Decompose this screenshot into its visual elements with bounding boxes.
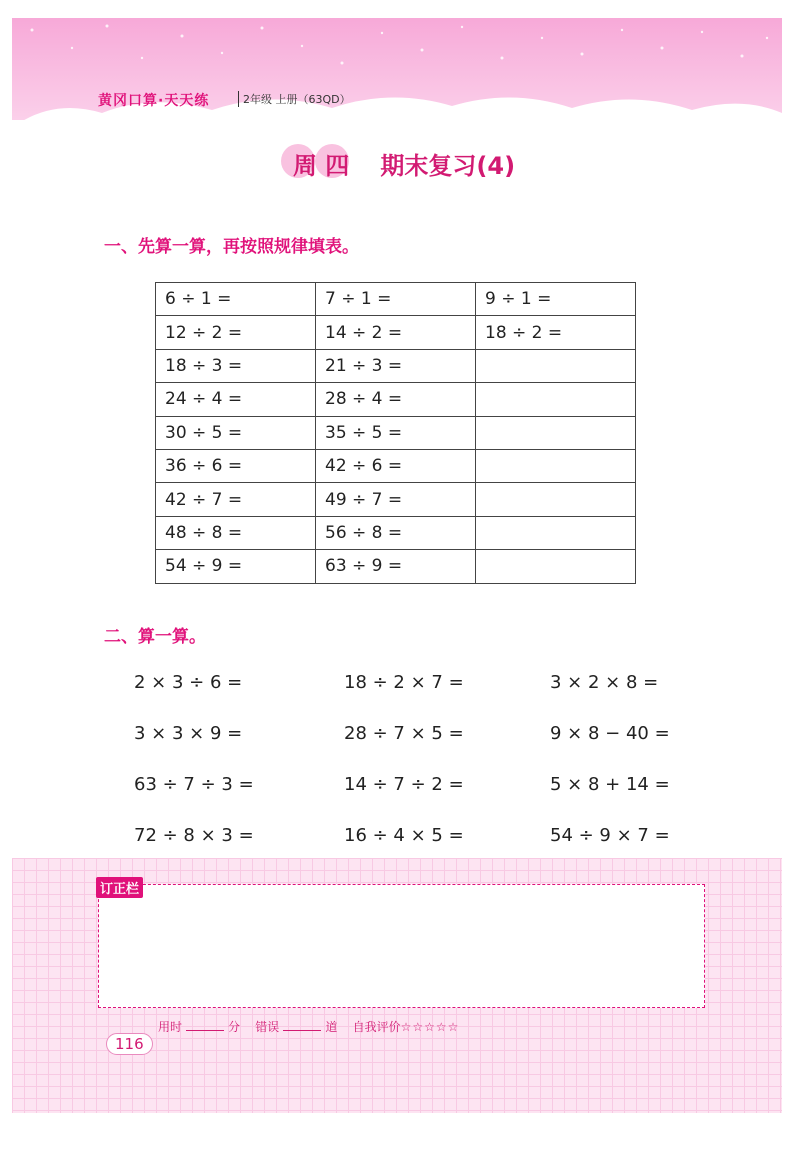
decorative-dots [12, 18, 782, 78]
table-row [156, 416, 636, 449]
table-cell: 42 ÷ 6 = [316, 449, 476, 482]
table-cell[interactable] [476, 550, 636, 583]
calc-expression: 3 × 2 × 8 = [550, 672, 659, 693]
correction-label: 订正栏 [96, 877, 143, 898]
table-cell: 14 ÷ 2 = [316, 316, 476, 349]
table-cell: 54 ÷ 9 = [156, 550, 316, 583]
time-blank[interactable] [186, 1030, 224, 1031]
page-title [0, 146, 800, 181]
calc-expression: 14 ÷ 7 ÷ 2 = [344, 774, 464, 795]
table-cell: 36 ÷ 6 = [156, 449, 316, 482]
table-cell: 9 ÷ 1 = [476, 283, 636, 316]
calc-expression: 9 × 8 − 40 = [550, 723, 670, 744]
calc-expression: 3 × 3 × 9 = [134, 723, 243, 744]
self-eval-label: 自我评价 [352, 1020, 401, 1034]
table-row [156, 550, 636, 583]
table-cell: 63 ÷ 9 = [316, 550, 476, 583]
star-rating[interactable]: ☆☆☆☆☆ [400, 1020, 460, 1034]
section-2-heading: 二、算一算。 [104, 627, 206, 647]
calc-expression: 72 ÷ 8 × 3 = [134, 825, 254, 846]
table-cell[interactable] [476, 483, 636, 516]
calc-expression: 18 ÷ 2 × 7 = [344, 672, 464, 693]
table-cell: 21 ÷ 3 = [316, 349, 476, 382]
table-row [156, 516, 636, 549]
table-cell[interactable] [476, 516, 636, 549]
table-cell: 7 ÷ 1 = [316, 283, 476, 316]
day-badge [285, 146, 357, 181]
calc-expression: 5 × 8 + 14 = [550, 774, 670, 795]
calc-expression: 54 ÷ 9 × 7 = [550, 825, 670, 846]
table-cell: 42 ÷ 7 = [156, 483, 316, 516]
section-1-heading: 一、先算一算，再按照规律填表。 [104, 237, 359, 257]
table-row [156, 283, 636, 316]
errors-unit: 道 [325, 1020, 338, 1034]
table-cell: 28 ÷ 4 = [316, 383, 476, 416]
calc-expression: 16 ÷ 4 × 5 = [344, 825, 464, 846]
table-cell: 18 ÷ 3 = [156, 349, 316, 382]
table-cell: 49 ÷ 7 = [316, 483, 476, 516]
grade-label: 2年级 上册（63QD） [238, 91, 351, 107]
table-row [156, 383, 636, 416]
table-cell[interactable] [476, 349, 636, 382]
table-cell[interactable] [476, 449, 636, 482]
table-cell: 6 ÷ 1 = [156, 283, 316, 316]
table-row [156, 316, 636, 349]
footer-stats [158, 1018, 459, 1035]
table-row [156, 483, 636, 516]
errors-blank[interactable] [283, 1030, 321, 1031]
table-cell[interactable] [476, 416, 636, 449]
table-cell: 12 ÷ 2 = [156, 316, 316, 349]
table-cell: 18 ÷ 2 = [476, 316, 636, 349]
calc-expression: 2 × 3 ÷ 6 = [134, 672, 243, 693]
table-cell: 35 ÷ 5 = [316, 416, 476, 449]
title-text: 期末复习(4) [380, 152, 516, 180]
time-unit: 分 [228, 1020, 241, 1034]
correction-box[interactable] [98, 884, 705, 1008]
table-cell: 30 ÷ 5 = [156, 416, 316, 449]
calc-expression: 63 ÷ 7 ÷ 3 = [134, 774, 254, 795]
table-row [156, 349, 636, 382]
page-number: 116 [106, 1033, 153, 1055]
table-cell: 48 ÷ 8 = [156, 516, 316, 549]
brand-name: 黄冈口算·天天练 [98, 93, 210, 109]
table-cell: 56 ÷ 8 = [316, 516, 476, 549]
table-row [156, 449, 636, 482]
division-table [155, 282, 636, 584]
table-cell[interactable] [476, 383, 636, 416]
day-label: 周 四 [292, 152, 350, 180]
errors-label: 错误 [255, 1020, 280, 1034]
time-label: 用时 [158, 1020, 183, 1034]
calc-expression: 28 ÷ 7 × 5 = [344, 723, 464, 744]
table-cell: 24 ÷ 4 = [156, 383, 316, 416]
